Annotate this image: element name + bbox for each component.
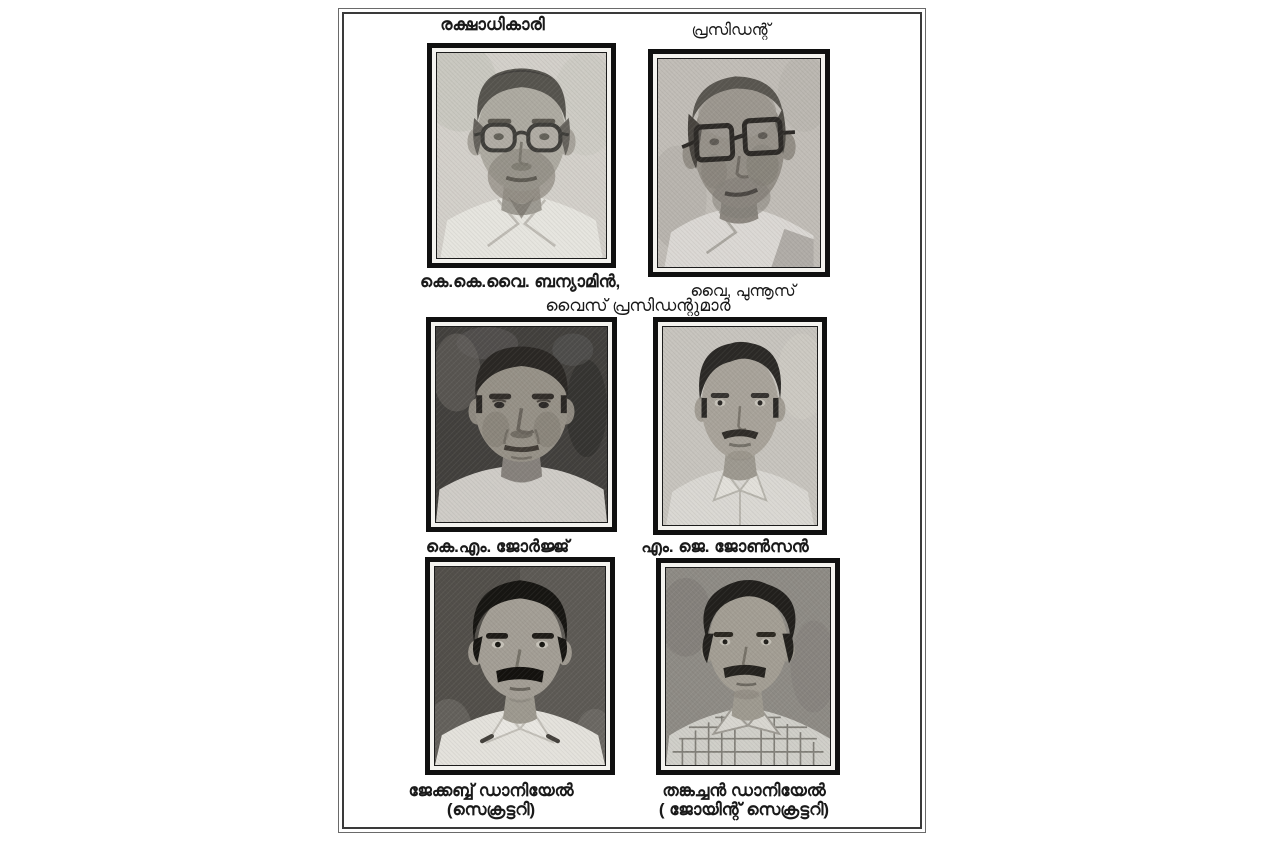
portrait-secretary-illustration xyxy=(435,567,605,765)
photo-vice-president-2 xyxy=(653,317,827,535)
caption-secretary-name: ജേക്കബ്ബ് ഡാനിയേൽ xyxy=(408,781,574,800)
portrait-joint-secretary-illustration xyxy=(666,568,830,765)
caption-joint-secretary xyxy=(651,781,837,819)
caption-secretary-role: (സെക്രട്ടറി) xyxy=(446,800,536,819)
caption-vice-president-2: എം. ജെ. ജോൺസൻ xyxy=(641,537,809,556)
caption-patron-name: കെ.കെ.വൈ. ബന്യാമിൻ, xyxy=(420,272,621,291)
photo-patron xyxy=(427,43,616,268)
president-section-label: പ്രസിഡന്റ് xyxy=(691,22,771,39)
patron-section-label: രക്ഷാധികാരി xyxy=(440,15,545,34)
portrait-vp1-illustration xyxy=(436,327,607,522)
photo-vice-president-1 xyxy=(426,317,617,532)
portrait-vp2-illustration xyxy=(663,327,817,525)
photo-secretary xyxy=(425,557,615,775)
caption-joint-secretary-name: തങ്കച്ചൻ ഡാനിയേൽ xyxy=(662,781,826,800)
vice-presidents-heading: വൈസ് പ്രസിഡന്റുമാർ xyxy=(545,296,731,315)
photo-president xyxy=(648,49,830,277)
caption-vice-president-1: കെ.എം. ജോർജ്ജ് xyxy=(425,537,570,556)
portrait-president-illustration xyxy=(658,59,820,267)
caption-joint-secretary-role: ( ജോയിന്റ് സെക്രട്ടറി) xyxy=(658,800,830,819)
caption-secretary xyxy=(398,781,584,819)
portrait-patron-illustration xyxy=(437,53,606,258)
caption-president-name: വൈ, പുന്നൂസ് xyxy=(690,283,796,300)
photo-joint-secretary xyxy=(656,558,840,775)
